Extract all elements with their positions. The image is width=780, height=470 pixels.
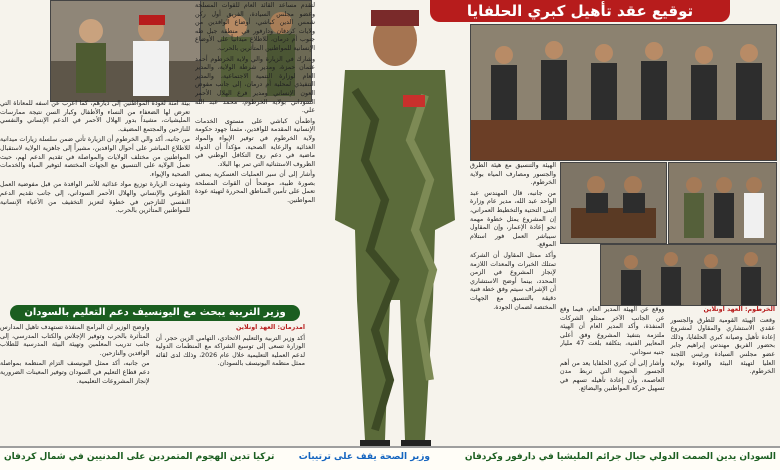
photo-officials-meeting [668, 162, 777, 244]
paragraph: أكد وزير التربية والتعليم الاتحادي، التهامي الزين حجر، أن الوزارة تسعى إلى توسيع الشراكة مع المنظمات الدولية لدعم العملية التعليمية خلال عام 2026، وذلك لدى لقائه ممثل منظمة اليونيسف بالسودان. [155, 334, 305, 368]
article-bridge-signing [560, 306, 775, 446]
article-visit-main [195, 2, 315, 297]
article-kicker: أمدرمان: العهد اونلاين [236, 324, 305, 331]
paragraph: من جانبه، قال المهندس عبد الواحد عبد الله، مدير عام وزارة البنى التحتية والتخطيط العمراني، إن المشروع يمثل خطوة مهمة نحو إعادة الإعمار، وإن المقاول سيباشر العمل فور استلام الموقع. [470, 189, 556, 249]
photo-documents-illustration [561, 163, 666, 243]
paragraph: وأوضح الوزير أن البرامج المنفذة تستهدف تأهيل المدارس المتأثرة بالحرب وتوفير الإجلاس والكتاب المدرسي، إلى جانب تدريب المعلمين وتهيئة البيئة المدرسية للطلاب الوافدين والنازحين. [0, 324, 150, 357]
footer-headlines [0, 446, 780, 470]
photo-signing-ceremony [470, 24, 777, 161]
paragraph: وأكد ممثل المقاول أن الشركة تمتلك الخبرات والمعدات اللازمة لإنجاز المشروع في الزمن المحدد، بينما أوضح الاستشاري أن الإشراف سيتم وفق خطة فنية دقيقة بالتنسيق مع الجهات المختصة لضمان الجودة. [470, 251, 556, 311]
paragraph: وشارك في الزيارة والي ولاية الخرطوم أحمد عثمان حمزة، ومدير شرطة الولاية، والمدير العام لوزارة التنمية الاجتماعية، والمدير التنفيذي لمحلية أم درمان، إلى جانب مفوض العون الإنساني ومدير فرع الهلال الأحمر السوداني بولاية الخرطوم، محمد عبد الله علي. [195, 55, 315, 115]
footer-headline-left: تركيا تدين الهجوم المتمردين على المدنيين في شمال كردفان [4, 452, 275, 462]
paragraph: وقعت الهيئة القومية للطرق والجسور عقدي الاستشاري والمقاول لمشروع إعادة تأهيل وصيانة كبري الحلفايا، وذلك بحضور الفريق مهندس إبراهيم جابر عضو مجلس السيادة ورئيس اللجنة العليا لتهيئة البيئة والعودة بولاية الخرطوم. [670, 316, 775, 376]
photo-signing-illustration [471, 25, 776, 160]
article-bridge-continued [470, 162, 556, 447]
paragraph: ووقع عن الهيئة المدير العام، فيما وقع عن الجانب الآخر ممثلو الشركات المنفذة، وأكد المدير العام أن الهيئة ملتزمة بتنفيذ المشروع وفق أعلى المعايير الفنية، بتكلفة بلغت 47 مليار جنيه سوداني. [560, 306, 665, 356]
paragraph: لتقدم مساعد القائد العام للقوات المسلحة وعضو مجلس السيادة، الفريق أول ركن شمس الدين كباشي، أوضاع الوافدين من ولايات كردفان ودارفور في منطقة جبل طه جنوب أم درمان، للاطلاع ميدانياً على الأوضاع الإنسانية للمواطنين المتأثرين بالحرب. [195, 2, 315, 52]
general-cutout-image [315, 0, 475, 455]
photo-officials-illustration [51, 1, 201, 101]
article-education [0, 324, 305, 446]
paragraph: وأشار إلى أن كبري الحلفايا يعد من أهم الجسور الحيوية التي تربط مدن العاصمة، وأن إعادة تأهيله تسهم في تسهيل حركة المواطنين والبضائع. [560, 359, 665, 393]
paragraph: واطمأن كباشي على مستوى الخدمات الإنسانية المقدمة للوافدين، مثمناً جهود حكومة ولاية الخرطوم في توفير الإيواء والمواد الغذائية والرعاية الصحية، مؤكداً أن الدولة ماضية في دعم روح التكافل الوطني في الظروف الاستثنائية التي تمر بها البلاد. [195, 117, 315, 168]
headline-education: وزير التربية يبحث مع اليونسيف دعم التعليم بالسودان [10, 305, 300, 321]
photo-signing-documents [560, 162, 667, 244]
article-kicker: الخرطوم: العهد اونلاين [703, 306, 775, 313]
paragraph: من جانبه، أكد ممثل اليونيسف التزام المنظمة بمواصلة دعم قطاع التعليم في السودان وتوفير المعينات الضرورية لإنجاز المشروعات التعليمية. [0, 360, 150, 385]
photo-delegation-illustration [601, 245, 776, 305]
footer-headline-right: السودان يدين الصمت الدولي حيال جرائم المليشيا في دارفور وكردفان [464, 452, 776, 462]
photo-official-visit [50, 0, 202, 102]
paragraph: وشهدت الزيارة توزيع مواد غذائية للأسر الوافدة من قبل مفوضية العمل الطوعي والإنساني والهلال الأحمر السوداني، إلى جانب تقديم الدعم النفسي للنازحين في خطوة لتعزيز التخفيف من الأعباء الإنسانية للمواطنين المتأثرين بالحرب. [0, 181, 190, 215]
article-visit-right [0, 100, 190, 300]
paragraph: بيئة آمنة لعودة المواطنين إلى ديارهم، كما أعرب عن أسفه للمعاناة التي تعرض لها الضعفاء من النساء والأطفال وكبار السن نتيجة ممارسات المليشيات، مشيداً بدور الهلال الأحمر في الدعم الإنساني والنفسي للنازحين والمجتمع المضيف. [0, 100, 190, 133]
photo-meeting-illustration [669, 163, 776, 243]
paragraph: الهيئة والتنسيق مع هيئة الطرق والجسور ومصارف المياه بولاية الخرطوم. [470, 162, 556, 187]
headline-banner: توقيع عقد تأهيل كبري الحلفايا [430, 0, 730, 22]
photo-delegation [600, 244, 777, 306]
paragraph: من جانبه، أكد والي الخرطوم أن الزيارة تأتي ضمن سلسلة زيارات ميدانية للاطلاع المباشر على أحوال الوافدين، مشيراً إلى جاهزية الولاية لاستقبال المواطنين من مختلف الولايات والمواصلة في تقديم الدعم لهم، حيث تعمل الولاية على التنسيق مع الجهات المختصة لتوفير المياه والخدمات الصحية والإيواء. [0, 136, 190, 178]
paragraph: وأشار إلى أن سير العمليات العسكرية يمضي بصورة طيبة، موضحاً أن القوات المسلحة تعمل على تأمين المناطق المحررة لتهيئة عودة المواطنين. [195, 171, 315, 205]
footer-headline-center: وزير الصحة يقف على ترتيبات [298, 452, 430, 462]
